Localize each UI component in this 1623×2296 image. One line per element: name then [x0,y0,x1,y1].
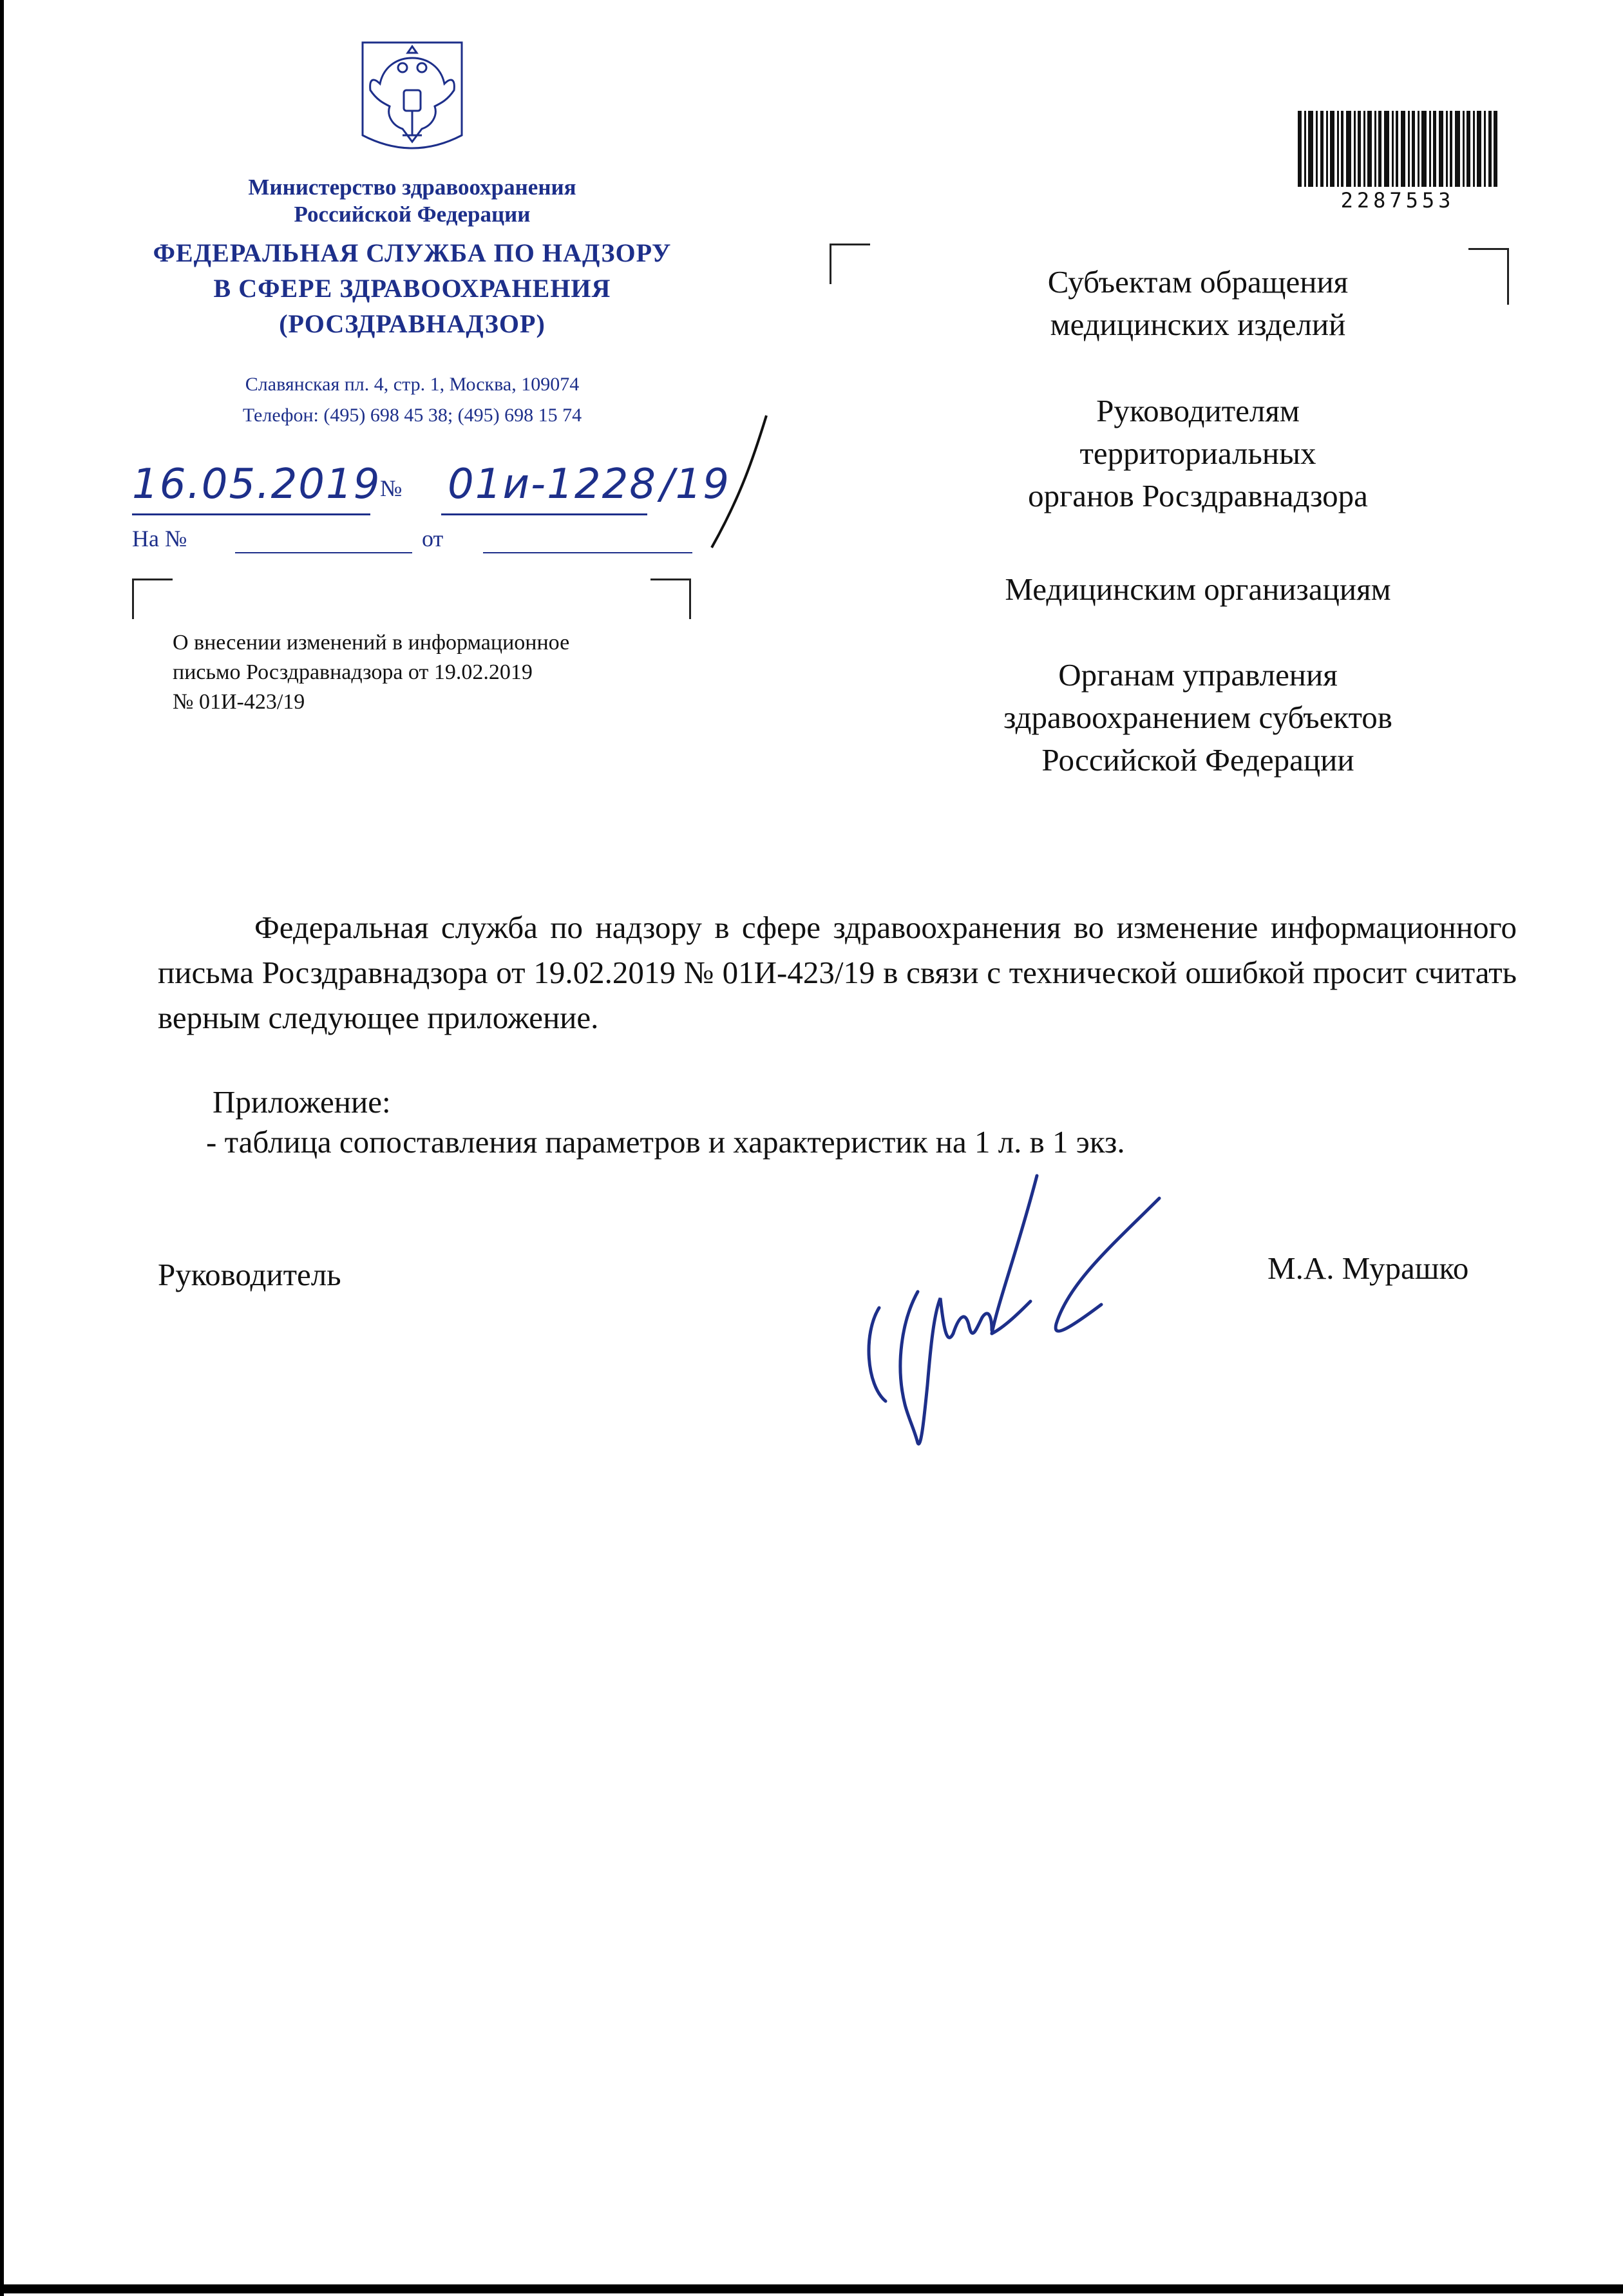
attachment-item: - таблица сопоставления параметров и характеристик на 1 л. в 1 экз. [206,1124,1125,1160]
ministry-name [129,174,696,228]
attachment-section [206,1082,1372,1162]
addressee-1-line-2: медицинских изделий [1050,307,1346,342]
attachment-title: Приложение: [213,1084,391,1120]
ref-date-blank [483,552,692,553]
scan-edge-bottom [0,2284,1623,2293]
handwritten-slash-mark [702,412,779,554]
address-line: Славянская пл. 4, стр. 1, Москва, 109074 [245,374,580,395]
addressee-4-line-2: здравоохранением субъектов [1003,700,1392,735]
subject-line-2: письмо Росздравнадзора от 19.02.2019 [173,660,533,684]
signer-name: М.А. Мурашко [1267,1250,1469,1286]
handwritten-signature [857,1172,1243,1469]
addressee-bracket-left [830,244,870,284]
number-sign: № [380,475,403,501]
number-underline [441,513,647,515]
registration-line [132,461,730,519]
addressee-4-line-3: Российской Федерации [1041,742,1354,778]
addressee-block-2 [927,390,1468,517]
addressee-bracket-right [1468,248,1509,305]
phone-line: Телефон: (495) 698 45 38; (495) 698 15 74 [242,405,582,426]
agency-line-3: (РОСЗДРАВНАДЗОР) [279,309,546,338]
scan-edge-left [0,0,4,2296]
addressee-2-line-2: территориальных [1079,435,1316,471]
letter-subject [173,628,701,717]
subject-bracket-left [132,579,173,619]
addressee-block-1 [927,261,1468,346]
addressee-4-line-1: Органам управления [1058,657,1338,693]
addressee-block-4 [927,654,1468,781]
agency-address [129,369,696,431]
subject-bracket-right [650,579,691,619]
addressee-block-3 [927,568,1468,611]
registration-number: 01и-1228 [448,461,657,508]
signer-title: Руководитель [158,1257,341,1292]
addressee-2-line-3: органов Росздравнадзора [1028,478,1368,513]
agency-line-1: ФЕДЕРАЛЬНАЯ СЛУЖБА ПО НАДЗОРУ [153,238,672,267]
registration-number-suffix: /19 [660,461,730,508]
coat-of-arms-emblem-icon [357,39,467,161]
subject-line-3: № 01И-423/19 [173,690,305,714]
agency-name [116,235,708,341]
date-underline [132,513,370,515]
registration-date: 16.05.2019 [132,461,381,508]
ministry-line-1: Министерство здравоохранения [248,175,576,200]
addressee-3-line-1: Медицинским организациям [1005,571,1391,607]
ref-number-blank [235,552,412,553]
ref-label: На № [132,526,187,551]
ref-from-label: от [422,526,444,551]
ministry-line-2: Российской Федерации [294,202,531,227]
barcode [1298,111,1497,187]
addressee-2-line-1: Руководителям [1096,393,1300,428]
reference-line [132,525,712,564]
body-paragraph: Федеральная служба по надзору в сфере здравоохранения во изменение информационного письма Росздравнадзора от 19.02.2019 № 01И-423/19 в связи с технической ошибкой просит считать верным следующее приложение. [158,910,1517,1035]
addressee-1-line-1: Субъектам обращения [1047,264,1349,300]
subject-line-1: О внесении изменений в информационное [173,631,570,655]
agency-line-2: В СФЕРЕ ЗДРАВООХРАНЕНИЯ [213,274,611,303]
barcode-number: 2287553 [1340,188,1455,213]
